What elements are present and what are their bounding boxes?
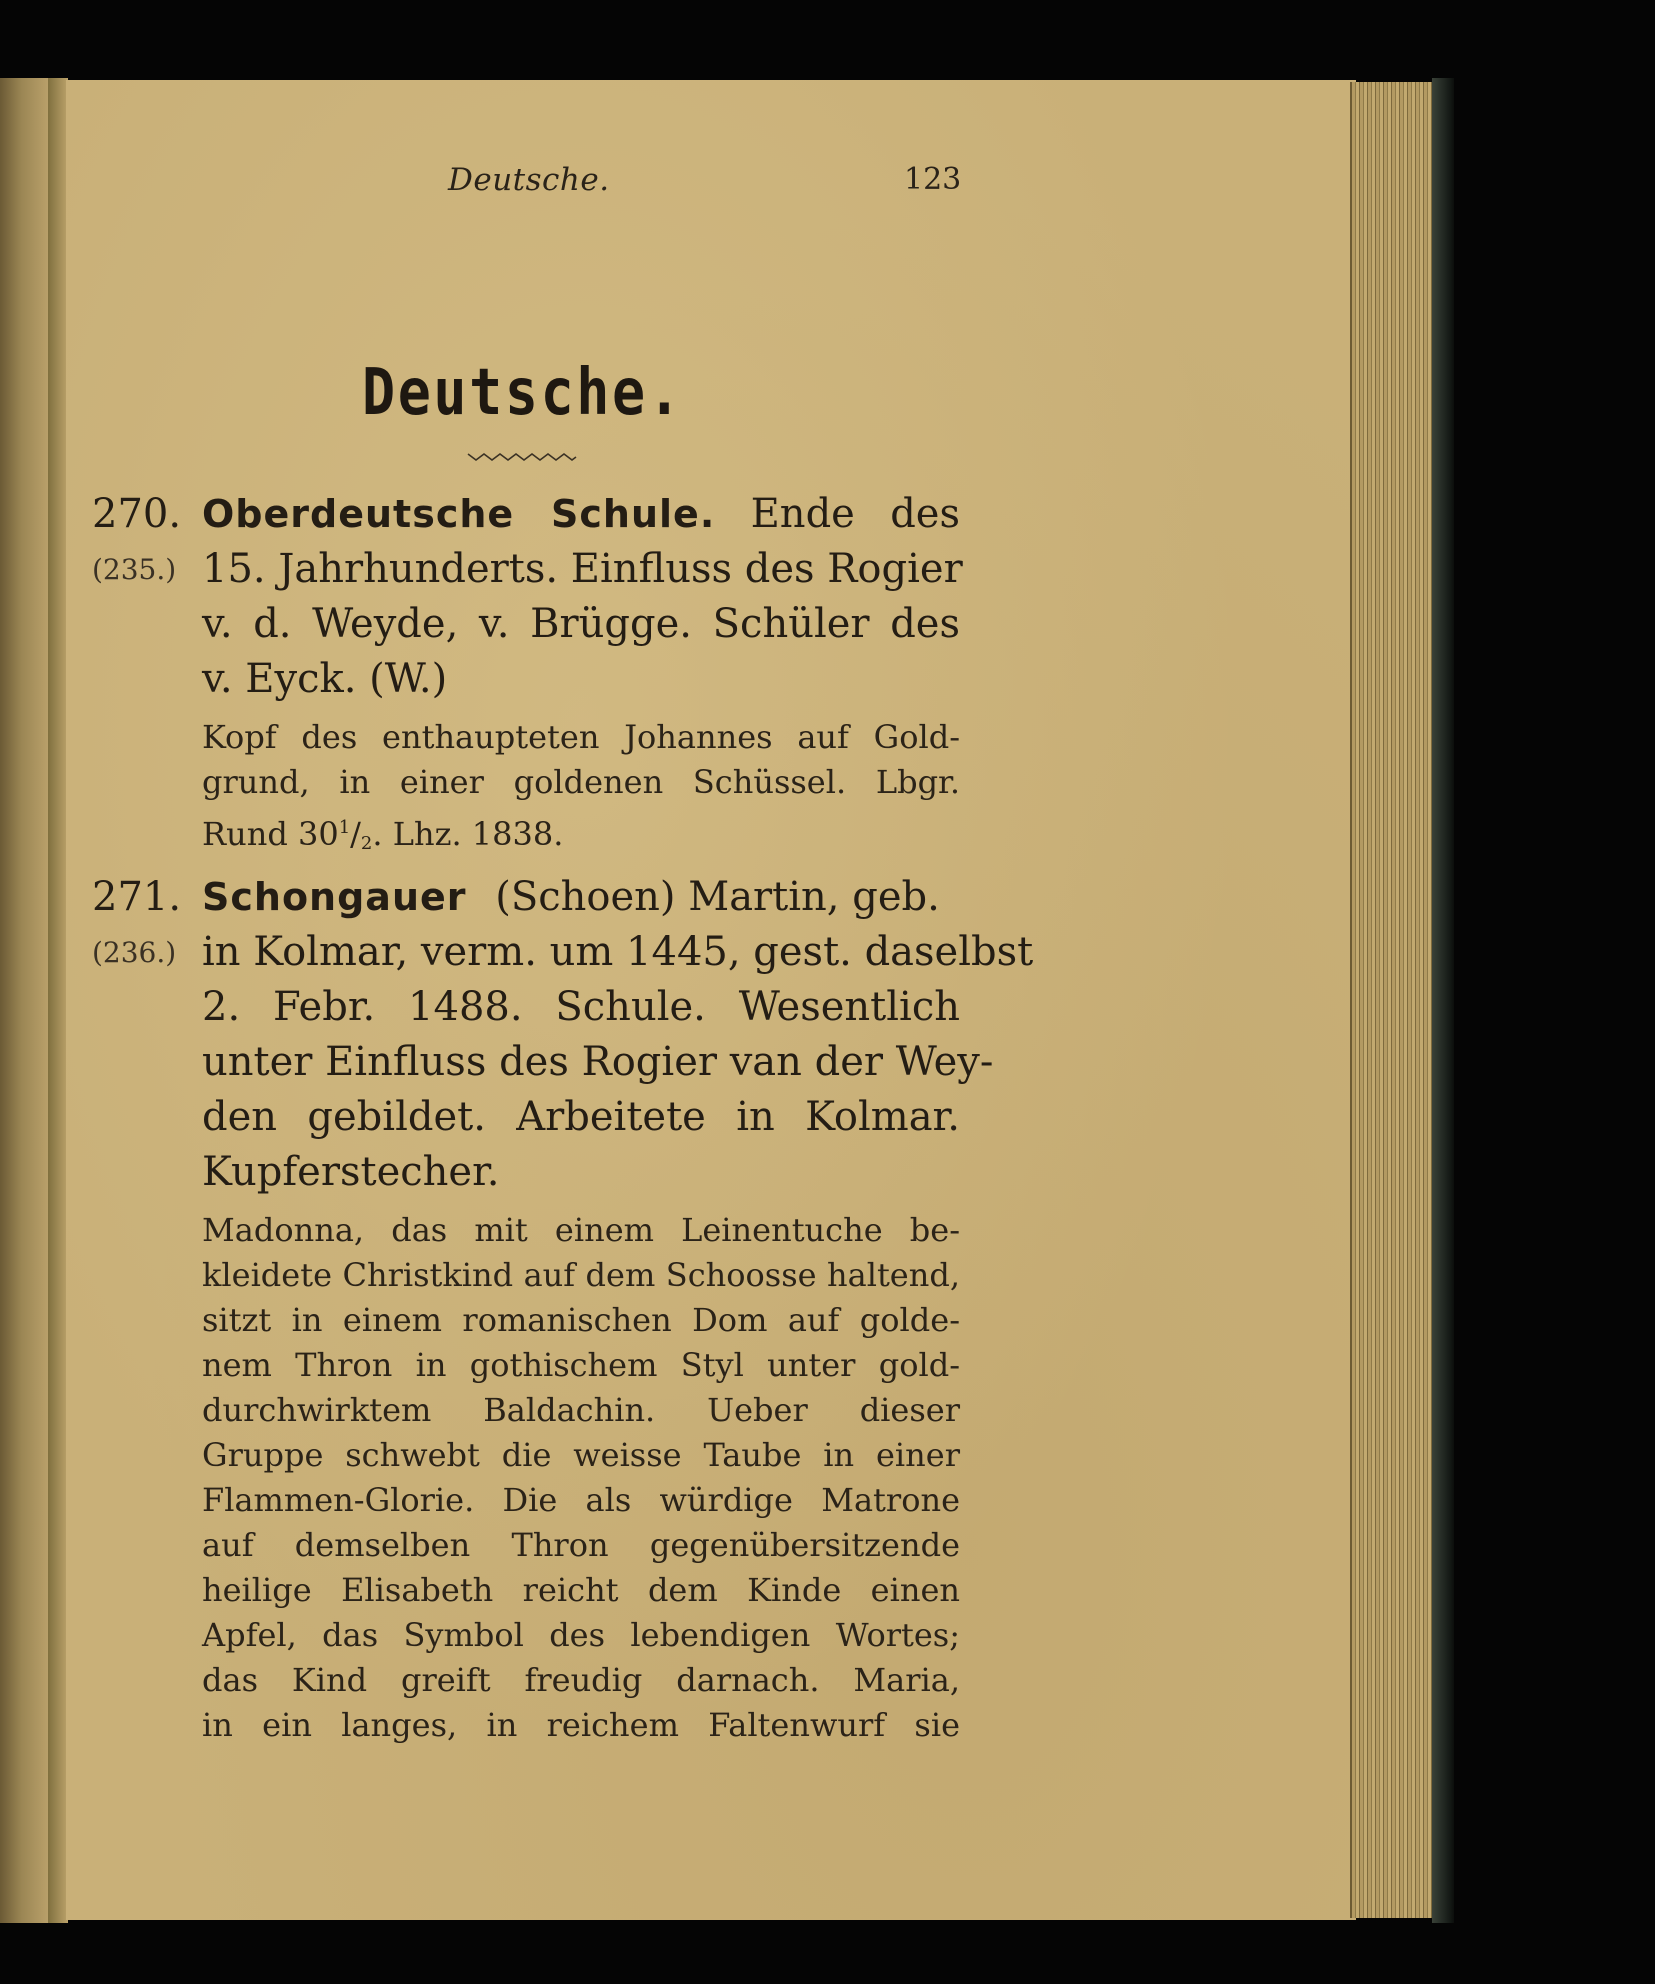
description-line: heilige Elisabeth reicht dem Kinde einen [202, 1571, 960, 1609]
painting-description [202, 715, 960, 866]
description-line: Apfel, das Symbol des lebendigen Wortes; [202, 1616, 960, 1654]
artist-name: Schongauer [202, 875, 467, 919]
fraction-numerator: 1 [338, 817, 351, 838]
heading-line: unter Einfluss des Rogier van der Wey- [202, 1039, 994, 1085]
description-line: Madonna, das mit einem Leinentuche be- [202, 1211, 960, 1249]
entry-heading [202, 870, 1034, 1200]
size-text: Rund 30 [202, 815, 339, 853]
heading-line1-rest: (Schoen) Martin, geb. [495, 874, 940, 920]
book-gutter [48, 78, 68, 1923]
catalog-entry-270 [92, 487, 972, 854]
artist-name: Oberdeutsche Schule. [202, 492, 716, 536]
entry-heading [202, 487, 963, 707]
description-line: Gruppe schwebt die weisse Taube in einer [202, 1436, 960, 1474]
description-line: grund, in einer goldenen Schüssel. Lbgr. [202, 763, 960, 801]
heading-line: v. Eyck. (W.) [202, 656, 448, 702]
description-line: in ein langes, in reichem Faltenwurf sie [202, 1706, 960, 1744]
description-line: nem Thron in gothischem Styl unter gold- [202, 1346, 960, 1384]
wavy-ornament [466, 450, 578, 464]
heading-line: 15. Jahrhunderts. Einfluss des Rogier [202, 546, 963, 592]
catalog-entry-271 [92, 870, 1034, 1770]
description-line: auf demselben Thron gegenübersitzende [202, 1526, 960, 1564]
description-line: sitzt in einem romanischen Dom auf golde- [202, 1301, 960, 1339]
size-text-rest: . Lhz. 1838. [372, 815, 564, 853]
page-fore-edge [1350, 82, 1434, 1918]
painting-description [202, 1208, 960, 1748]
entry-number: 270. [92, 491, 182, 537]
entry-old-number: (235.) [92, 553, 177, 586]
entry-number: 271. [92, 874, 182, 920]
section-title: Deutsche. [362, 356, 684, 430]
description-line: Kopf des enthaupteten Johannes auf Gold- [202, 718, 960, 756]
entry-old-number: (236.) [92, 936, 177, 969]
description-line: durchwirktem Baldachin. Ueber dieser [202, 1391, 960, 1429]
heading-line: in Kolmar, verm. um 1445, gest. daselbst [202, 929, 1034, 975]
page-number: 123 [904, 162, 962, 197]
left-page-edge [0, 78, 50, 1923]
heading-line: den gebildet. Arbeitete in Kolmar. [202, 1094, 960, 1140]
heading-line1-rest: Ende des [750, 491, 960, 537]
fraction-denominator: 2 [360, 833, 373, 854]
heading-line: 2. Febr. 1488. Schule. Wesentlich [202, 984, 960, 1030]
heading-line: v. d. Weyde, v. Brügge. Schüler des [202, 601, 960, 647]
description-line: das Kind greift freudig darnach. Maria, [202, 1661, 960, 1699]
description-line: Rund $30^1/_2$. Lhz. 1838. [202, 815, 564, 854]
heading-line: Kupferstecher. [202, 1149, 500, 1195]
description-line: Flammen-Glorie. Die als würdige Matrone [202, 1481, 960, 1519]
description-line: kleidete Christkind auf dem Schoosse haltend, [202, 1256, 960, 1294]
book-cover-edge [1432, 78, 1454, 1923]
running-head-title: Deutsche. [448, 162, 610, 198]
